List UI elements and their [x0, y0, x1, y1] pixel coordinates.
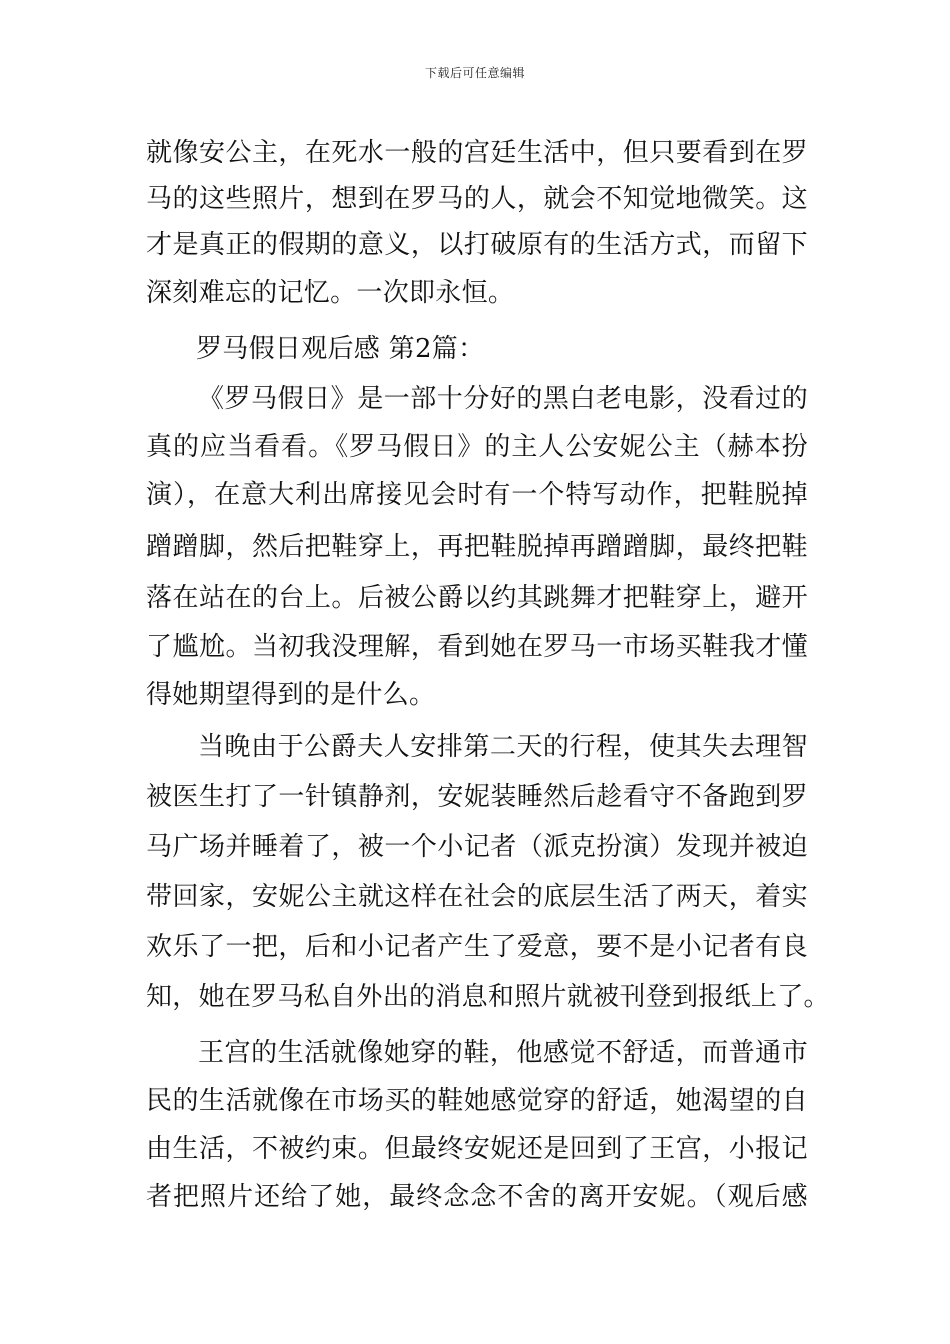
- text-line: 了尴尬。当初我没理解，看到她在罗马一市场买鞋我才懂: [146, 632, 808, 662]
- text-line: 者把照片还给了她，最终念念不舍的离开安妮。（观后感: [146, 1182, 808, 1212]
- text-line: 深刻难忘的记忆。一次即永恒。: [146, 278, 515, 308]
- text-line: 落在站在的台上。后被公爵以约其跳舞才把鞋穿上，避开: [146, 583, 808, 613]
- paragraph-first-line: 王宫的生活就像她穿的鞋，他感觉不舒适，而普通市: [198, 1038, 808, 1068]
- text-line: 欢乐了一把，后和小记者产生了爱意，要不是小记者有良: [146, 932, 808, 962]
- text-line: 被医生打了一针镇静剂，安妮装睡然后趁看守不备跑到罗: [146, 782, 808, 812]
- section-heading: 罗马假日观后感 第2篇：: [196, 334, 485, 364]
- text-line: 才是真正的假期的意义，以打破原有的生活方式，而留下: [146, 230, 808, 260]
- text-line: 马广场并睡着了，被一个小记者（派克扮演）发现并被迫: [146, 832, 808, 862]
- text-line: 真的应当看看。《罗马假日》的主人公安妮公主（赫本扮: [146, 432, 808, 462]
- text-line: 知，她在罗马私自外出的消息和照片就被刊登到报纸上了。: [146, 982, 830, 1012]
- page-header: 下载后可任意编辑: [424, 66, 525, 80]
- text-line: 马的这些照片，想到在罗马的人，就会不知觉地微笑。这: [146, 184, 808, 214]
- text-line: 由生活，不被约束。但最终安妮还是回到了王宫，小报记: [146, 1134, 808, 1164]
- text-line: 带回家，安妮公主就这样在社会的底层生活了两天，着实: [146, 882, 808, 912]
- text-line: 蹭蹭脚，然后把鞋穿上，再把鞋脱掉再蹭蹭脚，最终把鞋: [146, 532, 808, 562]
- text-line: 得她期望得到的是什么。: [146, 680, 436, 710]
- paragraph-first-line: 当晚由于公爵夫人安排第二天的行程，使其失去理智: [198, 732, 808, 762]
- text-line: 民的生活就像在市场买的鞋她感觉穿的舒适，她渴望的自: [146, 1086, 808, 1116]
- paragraph-first-line: 《罗马假日》是一部十分好的黑白老电影，没看过的: [198, 384, 808, 414]
- text-line: 就像安公主，在死水一般的宫廷生活中，但只要看到在罗: [146, 138, 808, 168]
- text-line: 演），在意大利出席接见会时有一个特写动作，把鞋脱掉: [146, 480, 808, 510]
